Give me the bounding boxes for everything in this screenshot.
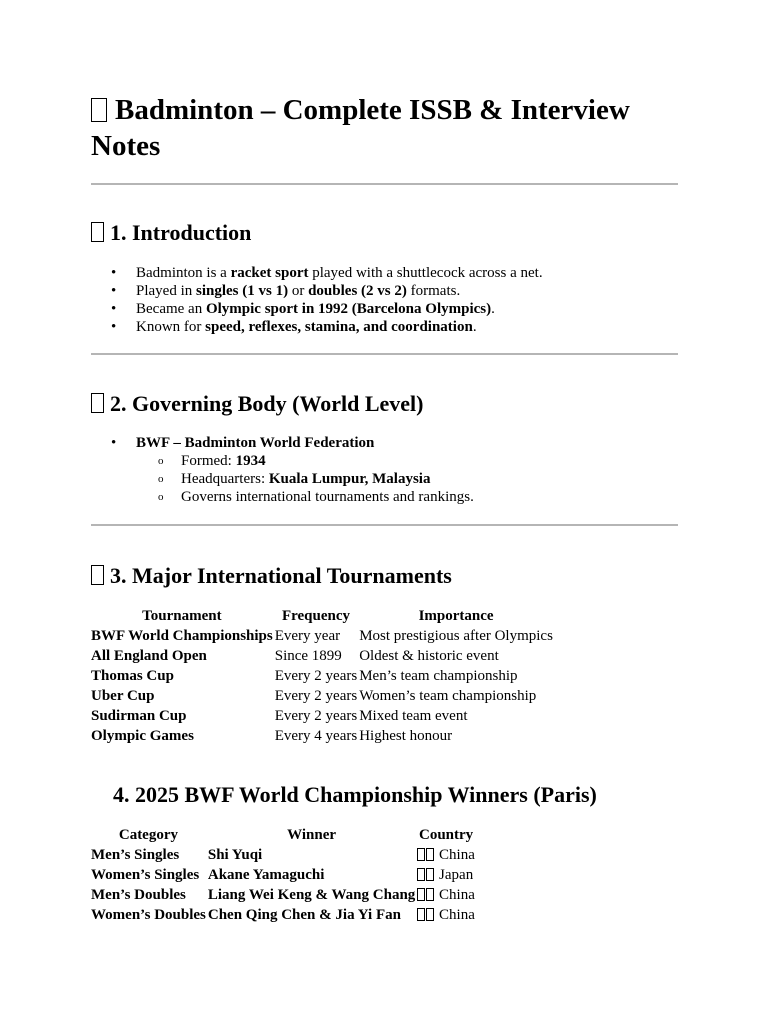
tournaments-table	[91, 606, 555, 746]
divider	[91, 183, 678, 185]
table-row: Women’s Singles Akane Yamaguchi Japan	[91, 867, 474, 883]
emoji-placeholder-icon	[91, 565, 104, 585]
column-header: Category	[118, 827, 179, 843]
column-header: Winner	[287, 827, 337, 843]
flag-icon	[417, 908, 425, 921]
list-item: o Governs international tournaments and rankings.	[91, 488, 474, 506]
table-row: Thomas Cup Every 2 years Men’s team championship	[91, 668, 518, 684]
section-heading-tournaments: 3. Major International Tournaments	[91, 562, 452, 590]
list-item: o Headquarters: Kuala Lumpur, Malaysia	[91, 470, 474, 488]
flag-icon	[426, 888, 434, 901]
column-header: Country	[419, 827, 474, 843]
flag-icon	[417, 888, 425, 901]
list-item: • BWF – Badminton World Federation	[91, 434, 374, 452]
list-item: • Known for speed, reflexes, stamina, and coordination.	[91, 318, 543, 336]
table-row: BWF World Championships Every year Most prestigious after Olympics	[91, 628, 553, 644]
emoji-placeholder-icon	[91, 98, 107, 122]
column-header: Tournament	[142, 608, 222, 624]
list-item: • Played in singles (1 vs 1) or doubles (2 vs 2) formats.	[91, 282, 543, 300]
table-row: Uber Cup Every 2 years Women’s team championship	[91, 688, 537, 704]
winners-table	[91, 825, 477, 925]
table-row: Women’s Doubles Chen Qing Chen & Jia Yi Fan China	[91, 907, 475, 923]
page-title: Badminton – Complete ISSB & Interview Notes	[91, 94, 630, 162]
section-heading-introduction: 1. Introduction	[91, 219, 251, 247]
table-header-row	[91, 825, 477, 845]
flag-icon	[417, 868, 425, 881]
divider	[91, 524, 678, 526]
section-heading-governing-body: 2. Governing Body (World Level)	[91, 390, 424, 418]
emoji-placeholder-icon	[91, 222, 104, 242]
list-item: • Became an Olympic sport in 1992 (Barcelona Olympics).	[91, 300, 543, 318]
section-heading-winners: 4. 2025 BWF World Championship Winners (Paris)	[113, 782, 597, 807]
flag-icon	[426, 908, 434, 921]
flag-icon	[426, 848, 434, 861]
table-header-row	[91, 606, 555, 626]
governing-body-list	[91, 434, 374, 452]
table-row: Olympic Games Every 4 years Highest honour	[91, 728, 453, 744]
table-row: Men’s Singles Shi Yuqi China	[91, 847, 475, 863]
table-row: All England Open Since 1899 Oldest & historic event	[91, 648, 499, 664]
column-header: Importance	[418, 608, 494, 624]
table-row: Sudirman Cup Every 2 years Mixed team event	[91, 708, 468, 724]
introduction-list	[91, 264, 543, 336]
list-item: • Badminton is a racket sport played with a shuttlecock across a net.	[91, 264, 543, 282]
divider	[91, 353, 678, 355]
list-item: o Formed: 1934	[91, 452, 474, 470]
column-header: Frequency	[281, 608, 350, 624]
governing-body-details	[91, 452, 474, 506]
flag-icon	[417, 848, 425, 861]
flag-icon	[426, 868, 434, 881]
emoji-placeholder-icon	[91, 393, 104, 413]
table-row: Men’s Doubles Liang Wei Keng & Wang Chang China	[91, 887, 475, 903]
